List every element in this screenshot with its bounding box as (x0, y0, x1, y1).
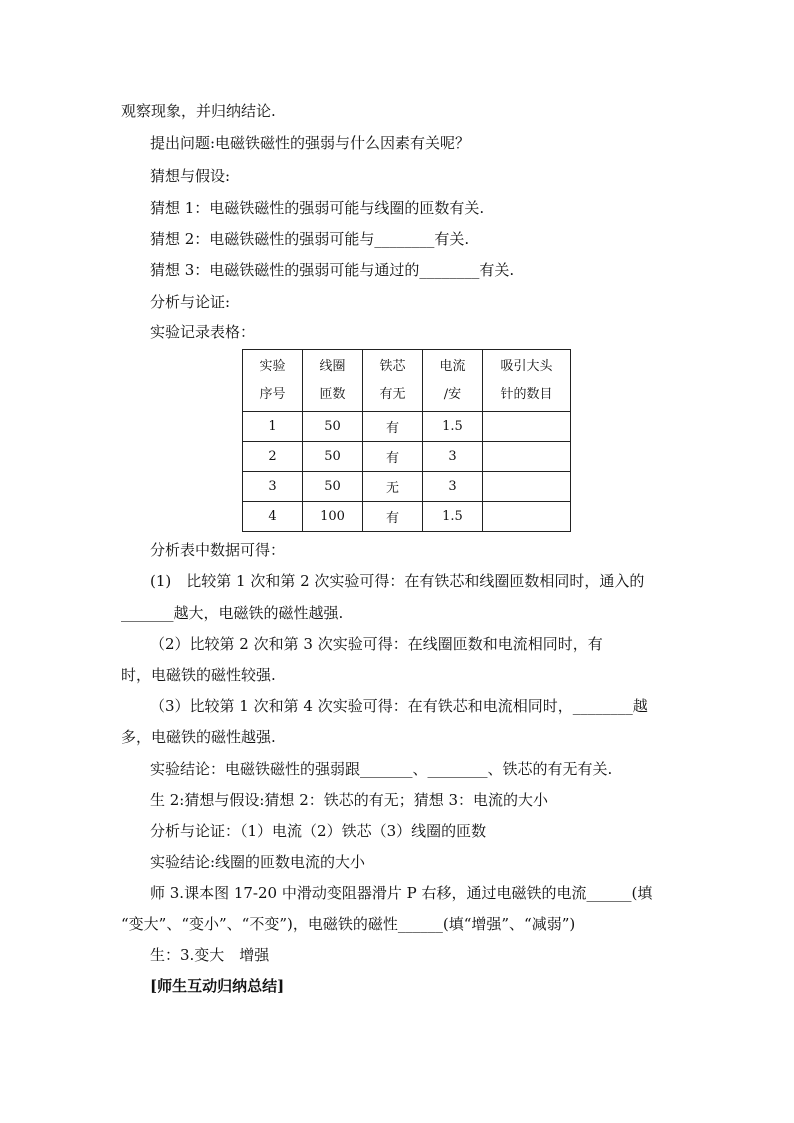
table-cell: 50 (303, 472, 363, 502)
header-cell: 吸引大头 针的数目 (483, 350, 571, 412)
paragraph: 观察现象，并归纳结论. (121, 102, 276, 120)
table-row (243, 472, 571, 502)
table-cell (483, 412, 571, 442)
paragraph: (1) 比较第 1 次和第 2 次实验可得：在有铁芯和线圈匝数相同时，通入的 (150, 572, 645, 590)
table-cell: 3 (243, 472, 303, 502)
paragraph: 多，电磁铁的磁性越强. (121, 728, 276, 746)
paragraph: 实验记录表格： (150, 323, 256, 341)
table-cell (483, 442, 571, 472)
header-cell: 电流 /安 (423, 350, 483, 412)
paragraph: 实验结论:线圈的匝数电流的大小 (150, 853, 366, 871)
table-row (243, 412, 571, 442)
paragraph: 猜想与假设: (150, 167, 231, 185)
table-row (243, 442, 571, 472)
paragraph: 猜想 2：电磁铁磁性的强弱可能与________有关. (150, 230, 470, 248)
paragraph: 分析表中数据可得： (150, 541, 286, 559)
table-cell: 3 (423, 442, 483, 472)
header-cell: 线圈 匝数 (303, 350, 363, 412)
paragraph: 师 3.课本图 17-20 中滑动变阻器滑片 P 右移，通过电磁铁的电流______(填 (150, 884, 653, 902)
paragraph: “变大”、“变小”、“不变”)，电磁铁的磁性______(填“增强”、“减弱”) (121, 915, 576, 933)
table-row (243, 502, 571, 532)
paragraph: 实验结论：电磁铁磁性的强弱跟_______、________、铁芯的有无有关. (150, 760, 613, 778)
table-cell: 100 (303, 502, 363, 532)
paragraph: 猜想 3：电磁铁磁性的强弱可能与通过的________有关. (150, 261, 515, 279)
paragraph: 时，电磁铁的磁性较强. (121, 666, 276, 684)
table-cell (483, 502, 571, 532)
table-cell (483, 472, 571, 502)
paragraph: 生：3.变大 增强 (150, 946, 270, 964)
header-cell: 实验 序号 (243, 350, 303, 412)
table-cell: 1 (243, 412, 303, 442)
paragraph: 分析与论证: (150, 293, 231, 311)
table-cell: 有 (363, 442, 423, 472)
paragraph: _______越大，电磁铁的磁性越强. (121, 604, 344, 622)
table-cell: 4 (243, 502, 303, 532)
header-cell: 铁芯 有无 (363, 350, 423, 412)
table-cell: 2 (243, 442, 303, 472)
table-cell: 无 (363, 472, 423, 502)
table-cell: 有 (363, 412, 423, 442)
experiment-record-table (242, 349, 571, 532)
paragraph: 提出问题:电磁铁磁性的强弱与什么因素有关呢？ (150, 134, 471, 152)
paragraph: 生 2:猜想与假设:猜想 2：铁芯的有无；猜想 3：电流的大小 (150, 791, 549, 809)
paragraph: （3）比较第 1 次和第 4 次实验可得：在有铁芯和电流相同时，________越 (150, 697, 648, 715)
paragraph: （2）比较第 2 次和第 3 次实验可得：在线圈匝数和电流相同时，有 (150, 635, 603, 653)
paragraph: 猜想 1：电磁铁磁性的强弱可能与线圈的匝数有关. (150, 199, 485, 217)
table-cell: 3 (423, 472, 483, 502)
section-heading: [师生互动归纳总结] (150, 977, 285, 995)
table-cell: 50 (303, 412, 363, 442)
table-cell: 1.5 (423, 412, 483, 442)
table-header-row (243, 350, 571, 412)
table-cell: 有 (363, 502, 423, 532)
paragraph: 分析与论证：（1）电流（2）铁芯（3）线圈的匝数 (150, 822, 487, 840)
table-cell: 50 (303, 442, 363, 472)
table-cell: 1.5 (423, 502, 483, 532)
